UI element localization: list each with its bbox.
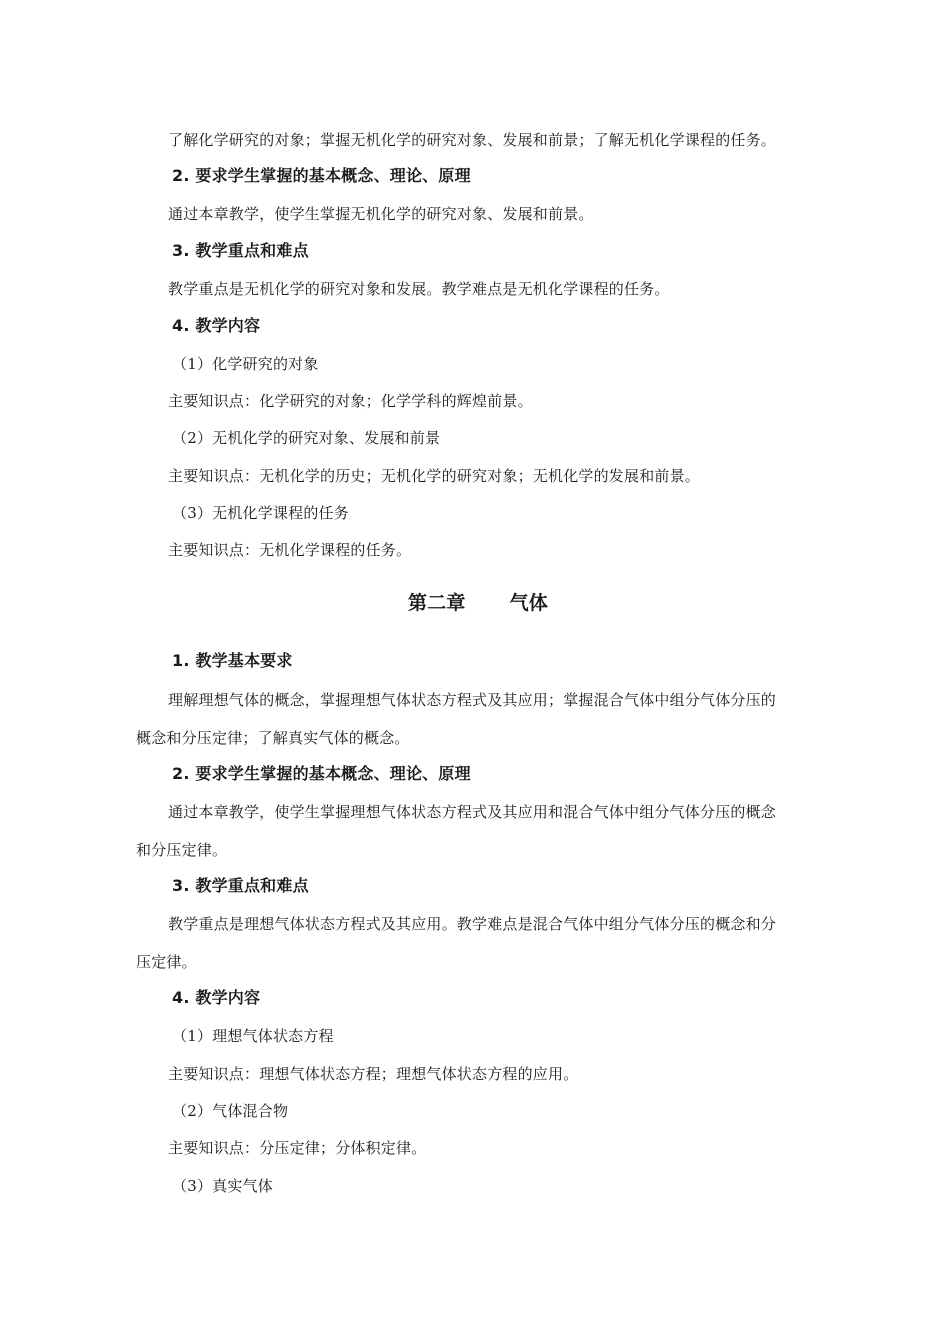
section-heading-content: 4. 教学内容 — [172, 316, 261, 335]
concepts-text: 通过本章教学，使学生掌握无机化学的研究对象、发展和前景。 — [168, 205, 594, 223]
content-item-points: 主要知识点：化学研究的对象；化学学科的辉煌前景。 — [168, 392, 533, 410]
chapter-name: 气体 — [509, 592, 549, 614]
content-item-points: 主要知识点：分压定律；分体积定律。 — [168, 1139, 427, 1157]
key-points-text: 教学重点是无机化学的研究对象和发展。教学难点是无机化学课程的任务。 — [168, 280, 670, 298]
requirements-text-line: 理解理想气体的概念，掌握理想气体状态方程式及其应用；掌握混合气体中组分气体分压的 — [168, 691, 777, 709]
content-item-title: （2）无机化学的研究对象、发展和前景 — [172, 429, 441, 447]
section-heading-content: 4. 教学内容 — [172, 988, 261, 1007]
concepts-text-line: 通过本章教学，使学生掌握理想气体状态方程式及其应用和混合气体中组分气体分压的概念 — [168, 803, 777, 821]
content-item-title: （1）化学研究的对象 — [172, 355, 319, 373]
key-points-text-line: 教学重点是理想气体状态方程式及其应用。教学难点是混合气体中组分气体分压的概念和分 — [168, 915, 777, 933]
concepts-text-line: 和分压定律。 — [136, 841, 228, 859]
section-heading-concepts: 2. 要求学生掌握的基本概念、理论、原理 — [172, 764, 471, 783]
content-item-title: （3）无机化学课程的任务 — [172, 504, 349, 522]
section-heading-concepts: 2. 要求学生掌握的基本概念、理论、原理 — [172, 166, 471, 185]
section-heading-key-points: 3. 教学重点和难点 — [172, 876, 309, 895]
chapter-title — [408, 590, 548, 616]
content-item-title: （2）气体混合物 — [172, 1102, 289, 1120]
section-heading-key-points: 3. 教学重点和难点 — [172, 241, 309, 260]
content-item-points: 主要知识点：无机化学的历史；无机化学的研究对象；无机化学的发展和前景。 — [168, 467, 701, 485]
requirements-text-line: 概念和分压定律；了解真实气体的概念。 — [136, 729, 410, 747]
content-item-title: （1）理想气体状态方程 — [172, 1027, 334, 1045]
content-item-points: 主要知识点：理想气体状态方程；理想气体状态方程的应用。 — [168, 1065, 579, 1083]
section-heading-requirements: 1. 教学基本要求 — [172, 651, 293, 670]
content-item-title: （3）真实气体 — [172, 1177, 273, 1195]
content-item-points: 主要知识点：无机化学课程的任务。 — [168, 541, 412, 559]
requirements-text: 了解化学研究的对象；掌握无机化学的研究对象、发展和前景；了解无机化学课程的任务。 — [168, 131, 777, 149]
chapter-number: 第二章 — [408, 592, 466, 614]
key-points-text-line: 压定律。 — [136, 953, 197, 971]
